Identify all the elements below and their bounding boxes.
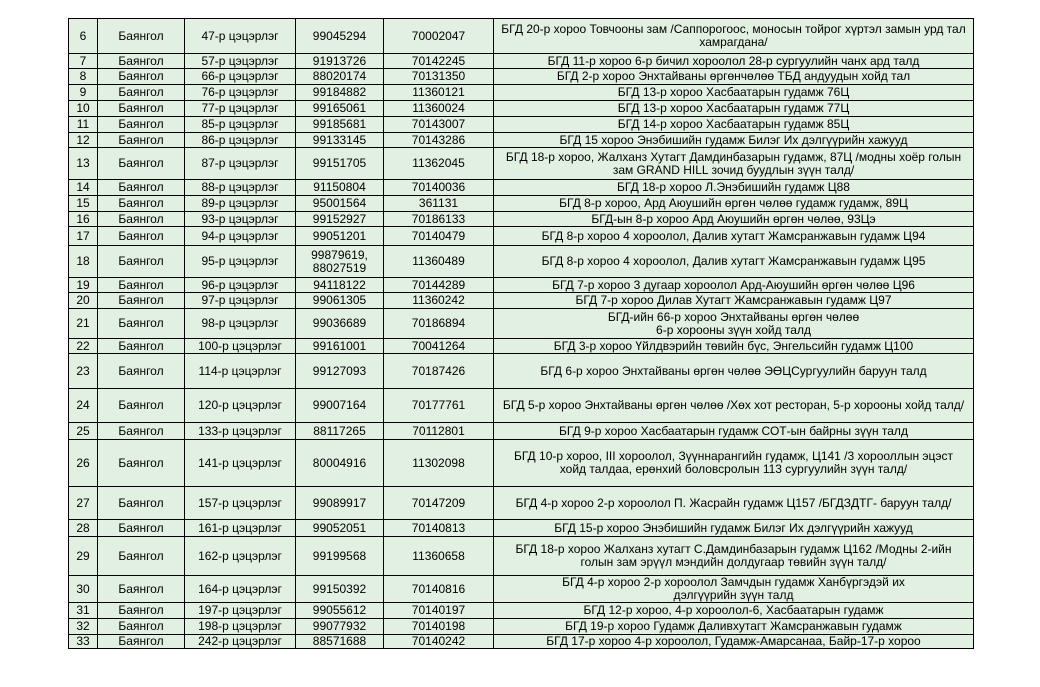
phone-cell: 99152927 [296, 212, 384, 227]
code-cell: 11360489 [384, 246, 494, 278]
phone-cell: 91150804 [296, 180, 384, 196]
phone-cell: 99036689 [296, 309, 384, 339]
address-line: БГД-ын 8-р хороо Ард Аюушийн өргөн чөлөө, 93Цэ [591, 211, 876, 226]
address-cell [494, 520, 974, 537]
code-cell: 70144289 [384, 278, 494, 293]
district-cell: Баянгол [98, 69, 185, 85]
phone-cell: 99007164 [296, 389, 384, 423]
code-cell: 70140198 [384, 619, 494, 635]
table-row [69, 19, 974, 54]
table-row [69, 440, 974, 487]
table-row [69, 148, 974, 180]
code-cell: 70002047 [384, 19, 494, 54]
address-line: БГД 2-р хороо Энхтайваны өргөнчөлөө ТБД андуудын хойд тал [556, 69, 911, 83]
table-row [69, 537, 974, 576]
row-number: 21 [69, 309, 98, 339]
table-row [69, 603, 974, 619]
kindergarten-table-sheet [68, 18, 973, 649]
phone-cell: 99161001 [296, 339, 384, 354]
phone-cell: 99133145 [296, 133, 384, 148]
code-cell: 70187426 [384, 354, 494, 389]
district-cell: Баянгол [98, 423, 185, 440]
kindergarten-cell: 120-р цэцэрлэг [185, 389, 296, 423]
phone-cell: 99127093 [296, 354, 384, 389]
row-number: 23 [69, 354, 98, 389]
table-row [69, 309, 974, 339]
table-row [69, 354, 974, 389]
code-cell: 11302098 [384, 440, 494, 487]
code-cell: 11360121 [384, 85, 494, 101]
address-cell [494, 19, 974, 54]
address-cell [494, 101, 974, 117]
phone-cell: 99185681 [296, 117, 384, 133]
table-row [69, 69, 974, 85]
address-line: БГД 4-р хороо 2-р хороолол Замчдын гудамж Ханбүргэдэй их [562, 575, 905, 589]
phone-cell: 88020174 [296, 69, 384, 85]
code-cell: 70131350 [384, 69, 494, 85]
address-line: БГД 15 хороо Энэбишийн гудамж Билэг Их дэлгүүрийн хажууд [559, 132, 908, 147]
address-cell [494, 133, 974, 148]
address-cell [494, 148, 974, 180]
kindergarten-cell: 89-р цэцэрлэг [185, 196, 296, 212]
table-row [69, 389, 974, 423]
address-cell [494, 309, 974, 339]
row-number: 17 [69, 227, 98, 246]
district-cell: Баянгол [98, 54, 185, 69]
row-number: 25 [69, 423, 98, 440]
kindergarten-cell: 77-р цэцэрлэг [185, 101, 296, 117]
table-row [69, 246, 974, 278]
row-number: 8 [69, 69, 98, 85]
district-cell: Баянгол [98, 520, 185, 537]
address-cell [494, 293, 974, 309]
table-row [69, 54, 974, 69]
address-line: 6-р хорооны зүүн хойд талд [656, 322, 811, 337]
address-line: БГД 8-р хороо, Ард Аюушийн өргөн чөлөө гудамж гудамж, 89Ц [559, 196, 908, 210]
address-line: БГД 18-р хороо Л.Энэбишийн гудамж Ц88 [617, 180, 850, 194]
district-cell: Баянгол [98, 389, 185, 423]
kindergarten-cell: 98-р цэцэрлэг [185, 309, 296, 339]
table-row [69, 117, 974, 133]
kindergarten-cell: 100-р цэцэрлэг [185, 339, 296, 354]
address-cell [494, 117, 974, 133]
phone-cell: 99061305 [296, 293, 384, 309]
table-row [69, 212, 974, 227]
code-cell: 70186133 [384, 212, 494, 227]
phone-cell: 99165061 [296, 101, 384, 117]
row-number: 9 [69, 85, 98, 101]
code-cell: 70177761 [384, 389, 494, 423]
phone-cell: 88571688 [296, 635, 384, 649]
district-cell: Баянгол [98, 227, 185, 246]
district-cell: Баянгол [98, 212, 185, 227]
table-row [69, 196, 974, 212]
phone-cell: 88117265 [296, 423, 384, 440]
row-number: 18 [69, 246, 98, 278]
kindergarten-cell: 141-р цэцэрлэг [185, 440, 296, 487]
row-number: 33 [69, 635, 98, 649]
code-cell: 70140479 [384, 227, 494, 246]
kindergarten-cell: 85-р цэцэрлэг [185, 117, 296, 133]
address-line: БГД 5-р хороо Энхтайваны өргөн чөлөө /Хөх хот ресторан, 5-р хорооны хойд талд/ [502, 398, 965, 412]
address-cell [494, 354, 974, 389]
district-cell: Баянгол [98, 309, 185, 339]
row-number: 30 [69, 576, 98, 603]
row-number: 10 [69, 101, 98, 117]
address-line: дэлгүүрийн зүүн талд [673, 588, 794, 602]
kindergarten-cell: 198-р цэцэрлэг [185, 619, 296, 635]
kindergarten-cell: 47-р цэцэрлэг [185, 19, 296, 54]
phone-cell: 91913726 [296, 54, 384, 69]
code-cell: 70142245 [384, 54, 494, 69]
address-cell [494, 635, 974, 649]
kindergarten-cell: 86-р цэцэрлэг [185, 133, 296, 148]
address-cell [494, 69, 974, 85]
district-cell: Баянгол [98, 196, 185, 212]
kindergarten-cell: 162-р цэцэрлэг [185, 537, 296, 576]
phone-cell: 99879619, 88027519 [296, 246, 384, 278]
address-line: БГД 19-р хороо Гудамж Даливхутагт Жамсранжавын гудамж [565, 619, 902, 633]
phone-cell: 99150392 [296, 576, 384, 603]
table-row [69, 576, 974, 603]
row-number: 26 [69, 440, 98, 487]
code-cell: 70143007 [384, 117, 494, 133]
address-cell [494, 423, 974, 440]
address-line: БГД 11-р хороо 6-р бичил хороолол 28-р сургуулийн чанх ард талд [547, 53, 920, 68]
address-line: БГД 14-р хороо Хасбаатарын гудамж 85Ц [617, 117, 850, 131]
code-cell: 70140813 [384, 520, 494, 537]
address-cell [494, 487, 974, 520]
district-cell: Баянгол [98, 246, 185, 278]
district-cell: Баянгол [98, 635, 185, 649]
row-number: 6 [69, 19, 98, 54]
phone-cell: 99055612 [296, 603, 384, 619]
code-cell: 11360242 [384, 293, 494, 309]
kindergarten-cell: 87-р цэцэрлэг [185, 148, 296, 180]
address-line: БГД 18-р хороо, Жалханз Хутагт Дамдинбазарын гудамж, 87Ц /модны хоёр голын зам GRAND HILL зочид буудлын зүүн талд/ [505, 149, 962, 177]
phone-cell: 99077932 [296, 619, 384, 635]
address-cell [494, 85, 974, 101]
kindergarten-cell: 242-р цэцэрлэг [185, 635, 296, 649]
row-number: 12 [69, 133, 98, 148]
row-number: 31 [69, 603, 98, 619]
kindergarten-cell: 94-р цэцэрлэг [185, 227, 296, 246]
table-row [69, 227, 974, 246]
kindergarten-cell: 157-р цэцэрлэг [185, 487, 296, 520]
table-row [69, 278, 974, 293]
address-line: БГД 17-р хороо 4-р хороолол, Гудамж-Амарсанаа, Байр-17-р хороо [546, 634, 921, 648]
row-number: 28 [69, 520, 98, 537]
row-number: 15 [69, 196, 98, 212]
address-line: БГД 20-р хороо Товчооны зам /Саппорогоос, моносын тойрог хүртэл замын урд тал хамрагдана/ [501, 22, 966, 49]
address-line: БГД 7-р хороо 3 дугаар хороолол Ард-Аюушийн өргөн чөлөө Ц96 [552, 277, 915, 292]
district-cell: Баянгол [98, 576, 185, 603]
code-cell: 70143286 [384, 133, 494, 148]
address-cell [494, 389, 974, 423]
kindergarten-cell: 76-р цэцэрлэг [185, 85, 296, 101]
code-cell: 361131 [384, 196, 494, 212]
code-cell: 70041264 [384, 339, 494, 354]
address-line: БГД 3-р хороо Үйлдвэрийн төвийн бүс, Энгельсийн гудамж Ц100 [553, 338, 914, 353]
table-row [69, 293, 974, 309]
row-number: 24 [69, 389, 98, 423]
row-number: 27 [69, 487, 98, 520]
address-line: БГД 12-р хороо, 4-р хороолол-6, Хасбаатарын гудамж [583, 603, 884, 617]
address-line: БГД-ийн 66-р хороо Энхтайваны өргөн чөлөө [607, 309, 860, 324]
phone-cell: 94118122 [296, 278, 384, 293]
phone-cell: 99089917 [296, 487, 384, 520]
district-cell: Баянгол [98, 117, 185, 133]
district-cell: Баянгол [98, 487, 185, 520]
district-cell: Баянгол [98, 148, 185, 180]
code-cell: 11360658 [384, 537, 494, 576]
phone-cell: 99184882 [296, 85, 384, 101]
table-row [69, 339, 974, 354]
district-cell: Баянгол [98, 133, 185, 148]
kindergarten-cell: 114-р цэцэрлэг [185, 354, 296, 389]
row-number: 20 [69, 293, 98, 309]
kindergarten-cell: 96-р цэцэрлэг [185, 278, 296, 293]
address-cell [494, 212, 974, 227]
code-cell: 70140197 [384, 603, 494, 619]
table-row [69, 133, 974, 148]
address-cell [494, 339, 974, 354]
phone-cell: 99199568 [296, 537, 384, 576]
address-cell [494, 278, 974, 293]
table-row [69, 180, 974, 196]
row-number: 16 [69, 212, 98, 227]
address-cell [494, 619, 974, 635]
district-cell: Баянгол [98, 19, 185, 54]
code-cell: 11360024 [384, 101, 494, 117]
address-line: БГД 10-р хороо, III хороолол, Зүүннарангийн гудамж, Ц141 /3 хорооллын эцэст хойд талдаа, ерөнхий боловсролын 113 сургуулийн зүүн талд/ [513, 449, 954, 476]
table-row [69, 487, 974, 520]
kindergarten-cell: 66-р цэцэрлэг [185, 69, 296, 85]
row-number: 19 [69, 278, 98, 293]
address-line: БГД 4-р хороо 2-р хороолол П. Жасрайн гудамж Ц157 /БГДЗДТГ- баруун талд/ [515, 495, 952, 510]
address-line: БГД 15-р хороо Энэбишийн гудамж Билэг Их дэлгүүрийн хажууд [554, 520, 913, 535]
code-cell: 70112801 [384, 423, 494, 440]
kindergarten-cell: 95-р цэцэрлэг [185, 246, 296, 278]
kindergarten-cell: 97-р цэцэрлэг [185, 293, 296, 309]
phone-cell: 99052051 [296, 520, 384, 537]
table-row [69, 635, 974, 649]
address-cell [494, 180, 974, 196]
row-number: 22 [69, 339, 98, 354]
address-line: БГД 13-р хороо Хасбаатарын гудамж 76Ц [617, 85, 850, 99]
address-cell [494, 196, 974, 212]
phone-cell: 99045294 [296, 19, 384, 54]
code-cell: 70140036 [384, 180, 494, 196]
phone-cell: 80004916 [296, 440, 384, 487]
code-cell: 70147209 [384, 487, 494, 520]
table-row [69, 423, 974, 440]
district-cell: Баянгол [98, 440, 185, 487]
kindergarten-cell: 57-р цэцэрлэг [185, 54, 296, 69]
table-row [69, 85, 974, 101]
kindergarten-cell: 164-р цэцэрлэг [185, 576, 296, 603]
row-number: 14 [69, 180, 98, 196]
code-cell: 70140242 [384, 635, 494, 649]
district-cell: Баянгол [98, 101, 185, 117]
district-cell: Баянгол [98, 293, 185, 309]
district-cell: Баянгол [98, 85, 185, 101]
district-cell: Баянгол [98, 278, 185, 293]
district-cell: Баянгол [98, 619, 185, 635]
table-row [69, 520, 974, 537]
kindergarten-cell: 197-р цэцэрлэг [185, 603, 296, 619]
address-cell [494, 54, 974, 69]
address-line: БГД 13-р хороо Хасбаатарын гудамж 77Ц [617, 101, 850, 115]
code-cell: 70186894 [384, 309, 494, 339]
row-number: 29 [69, 537, 98, 576]
phone-cell: 95001564 [296, 196, 384, 212]
district-cell: Баянгол [98, 180, 185, 196]
address-cell [494, 603, 974, 619]
address-cell [494, 440, 974, 487]
address-line: БГД 7-р хороо Дилав Хутагт Жамсранжавын гудамж Ц97 [575, 293, 892, 307]
district-cell: Баянгол [98, 603, 185, 619]
row-number: 7 [69, 54, 98, 69]
district-cell: Баянгол [98, 339, 185, 354]
address-cell [494, 537, 974, 576]
phone-cell: 99051201 [296, 227, 384, 246]
code-cell: 70140816 [384, 576, 494, 603]
row-number: 11 [69, 117, 98, 133]
address-line: БГД 18-р хороо Жалханз хутагт С.Дамдинбазарын гудамж Ц162 /Модны 2-ийн голын зам эрүүл мэндийн долдугаар төвийн зүүн талд/ [515, 542, 952, 569]
address-line: БГД 8-р хороо 4 хороолол, Далив хутагт Жамсранжавын гудамж Ц95 [541, 254, 926, 268]
table-row [69, 619, 974, 635]
table-row [69, 101, 974, 117]
district-cell: Баянгол [98, 537, 185, 576]
phone-cell: 99151705 [296, 148, 384, 180]
address-line: БГД 6-р хороо Энхтайваны өргөн чөлөө ЭӨЦСургуулийн баруун талд [540, 363, 927, 378]
kindergarten-cell: 93-р цэцэрлэг [185, 212, 296, 227]
district-cell: Баянгол [98, 354, 185, 389]
kindergarten-table [68, 18, 974, 649]
address-cell [494, 227, 974, 246]
address-line: БГД 9-р хороо Хасбаатарын гудамж СОТ-ын байрны зүүн талд [559, 423, 908, 438]
code-cell: 11362045 [384, 148, 494, 180]
kindergarten-cell: 133-р цэцэрлэг [185, 423, 296, 440]
kindergarten-cell: 88-р цэцэрлэг [185, 180, 296, 196]
address-cell [494, 576, 974, 603]
address-line: БГД 8-р хороо 4 хороолол, Далив хутагт Жамсранжавын гудамж Ц94 [541, 228, 926, 243]
kindergarten-cell: 161-р цэцэрлэг [185, 520, 296, 537]
row-number: 32 [69, 619, 98, 635]
row-number: 13 [69, 148, 98, 180]
address-cell [494, 246, 974, 278]
